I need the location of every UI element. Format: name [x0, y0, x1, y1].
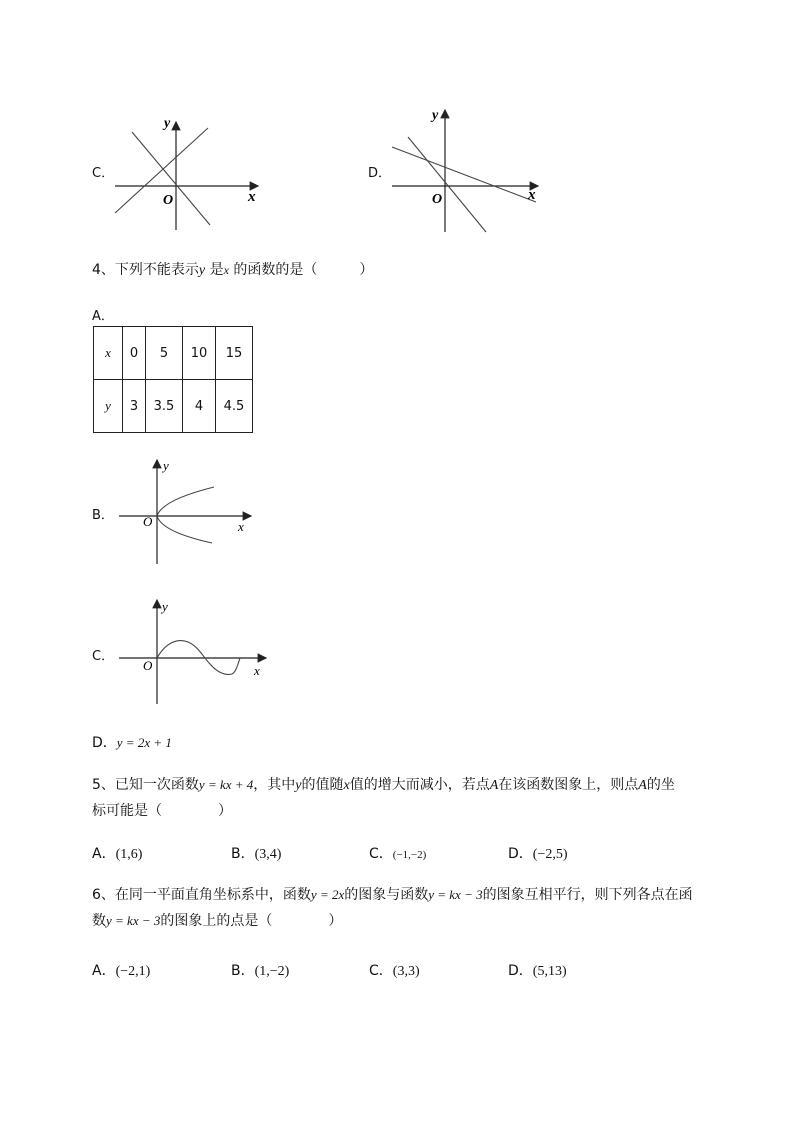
q4-value-table — [93, 326, 253, 433]
curve-lower-branch — [157, 516, 212, 543]
y-axis-label: y — [162, 599, 168, 614]
origin-label: O — [143, 514, 153, 529]
q6-option-c: C．(3,3) — [369, 963, 420, 979]
q3-option-c-label: C． — [92, 166, 115, 181]
q4-option-c-graph — [116, 598, 272, 706]
x-axis-label: x — [238, 519, 244, 534]
origin-label: O — [432, 192, 443, 207]
x-axis-label: x — [528, 187, 536, 203]
table-row-y: y 3 3.5 4 4.5 — [94, 380, 253, 433]
q4-option-b-label: B． — [92, 508, 114, 523]
q3-option-c-graph — [110, 112, 270, 234]
q6-formula-2: y = kx − 3 — [428, 887, 483, 902]
x-axis-label: x — [254, 663, 260, 678]
line-shallow — [392, 147, 536, 202]
origin-label: O — [143, 658, 153, 673]
line-decreasing — [132, 132, 210, 225]
y-axis-label: y — [164, 116, 171, 131]
origin-label: O — [163, 193, 174, 208]
q4-option-b-graph — [116, 456, 256, 566]
q4-option-d — [92, 730, 172, 756]
q6-number: 6、 — [92, 887, 115, 903]
q6-stem-line1: 6、在同一平面直角坐标系中，函数y = 2x的图象与函数y = kx − 3的图象互相平行，则下列各点在函 — [92, 887, 693, 903]
curve-upper-branch — [157, 487, 214, 516]
q5-stem-line1: 5、已知一次函数y = kx + 4，其中y的值随x值的增大而减小，若点A在该函数图象上，则点A的坐 — [92, 777, 675, 793]
table-row-x: x 0 5 10 15 — [94, 327, 253, 380]
q4-option-d-label: D． — [92, 735, 117, 751]
q4-option-a-label: A． — [92, 309, 114, 324]
q6-option-a: A．(−2,1) — [92, 963, 151, 979]
q6-option-b: B．(1,−2) — [231, 963, 290, 979]
q6-formula-3: y = kx − 3 — [106, 913, 161, 928]
y-axis-label: y — [432, 108, 439, 123]
q3-option-d-graph — [388, 102, 548, 234]
y-axis-label: y — [163, 458, 169, 473]
line-increasing — [115, 128, 208, 213]
q5-option-c: C．(−1,−2) — [369, 846, 427, 862]
x-axis-label: x — [248, 189, 256, 205]
q6-formula-1: y = 2x — [310, 887, 345, 902]
q5-option-b: B．(3,4) — [231, 846, 282, 862]
q6-option-d: D．(5,13) — [508, 963, 567, 979]
line-steep — [408, 137, 486, 232]
q5-option-a: A．(1,6) — [92, 846, 143, 862]
q4-number: 4、 — [92, 262, 115, 278]
q6-stem-line2: 数y = kx − 3的图象上的点是（ ） — [92, 913, 343, 929]
q4-option-c-label: C． — [92, 649, 115, 664]
q4-stem: 4、下列不能表示y 是x 的函数的是（ ） — [92, 262, 374, 278]
q5-stem-line2: 标可能是（ ） — [92, 803, 232, 819]
q5-formula: y = kx + 4 — [198, 777, 254, 792]
q3-option-d-label: D． — [368, 166, 392, 181]
q4-option-d-formula: y = 2x + 1 — [116, 735, 172, 750]
q5-number: 5、 — [92, 777, 115, 793]
q5-option-d: D．(−2,5) — [508, 846, 568, 862]
